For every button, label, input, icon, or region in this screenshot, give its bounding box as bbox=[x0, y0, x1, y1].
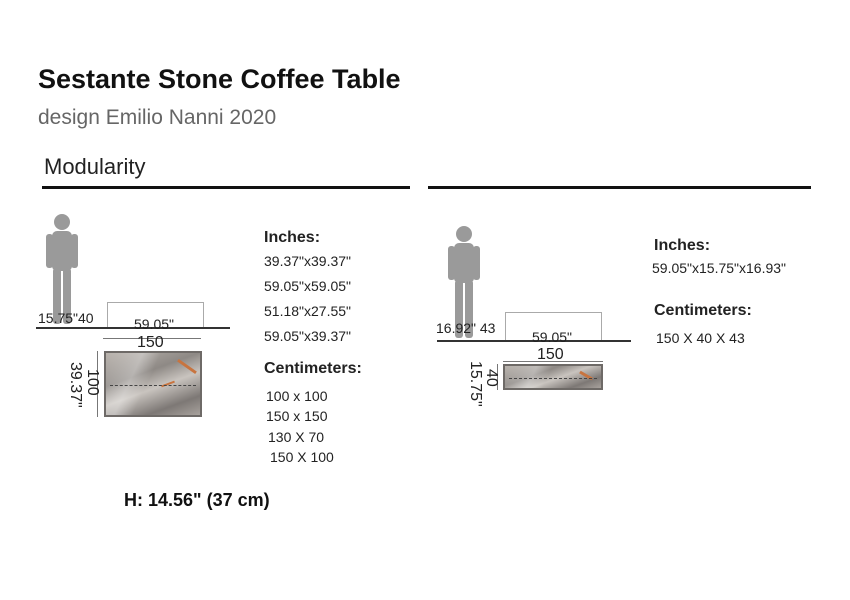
right-cm-heading: Centimeters: bbox=[654, 302, 752, 319]
left-cm-item: 150 X 100 bbox=[270, 449, 334, 465]
left-inches-item: 59.05"x59.05" bbox=[264, 278, 352, 294]
left-width-inches: 59.05" bbox=[134, 316, 175, 332]
right-depth-cm: 40 bbox=[483, 369, 500, 387]
left-marble-top-view bbox=[104, 351, 202, 417]
right-cm-item: 150 X 40 X 43 bbox=[656, 330, 745, 346]
left-width-cm: 150 bbox=[137, 334, 164, 351]
left-inches-heading: Inches: bbox=[264, 229, 321, 246]
section-rule-left bbox=[42, 186, 410, 189]
left-depth-inches: 39.37" bbox=[67, 362, 84, 408]
left-cm-item: 100 x 100 bbox=[266, 388, 328, 404]
page-title: Sestante Stone Coffee Table bbox=[38, 64, 401, 94]
left-inches-item: 51.18"x27.55" bbox=[264, 303, 352, 319]
section-rule-right bbox=[428, 186, 811, 189]
right-width-inches: 59.05" bbox=[532, 329, 573, 345]
right-height-label: 16.92" 43 bbox=[436, 320, 496, 336]
right-marble-top-view bbox=[503, 364, 603, 390]
left-cm-item: 150 x 150 bbox=[266, 408, 328, 424]
height-note: H: 14.56" (37 cm) bbox=[124, 490, 270, 510]
section-heading: Modularity bbox=[44, 154, 146, 179]
right-depth-inches: 15.75" bbox=[467, 361, 484, 407]
right-inches-heading: Inches: bbox=[654, 237, 711, 254]
left-depth-cm: 100 bbox=[84, 369, 101, 396]
left-cm-item: 130 X 70 bbox=[268, 429, 325, 445]
left-floor-line bbox=[36, 327, 230, 329]
right-width-cm: 150 bbox=[537, 346, 564, 363]
page-subtitle: design Emilio Nanni 2020 bbox=[38, 106, 277, 129]
left-inches-item: 39.37"x39.37" bbox=[264, 253, 352, 269]
left-inches-item: 59.05"x39.37" bbox=[264, 328, 352, 344]
left-cm-heading: Centimeters: bbox=[264, 360, 362, 377]
right-inches-item: 59.05"x15.75"x16.93" bbox=[652, 260, 787, 276]
left-height-label: 15.75"40 bbox=[38, 310, 94, 326]
